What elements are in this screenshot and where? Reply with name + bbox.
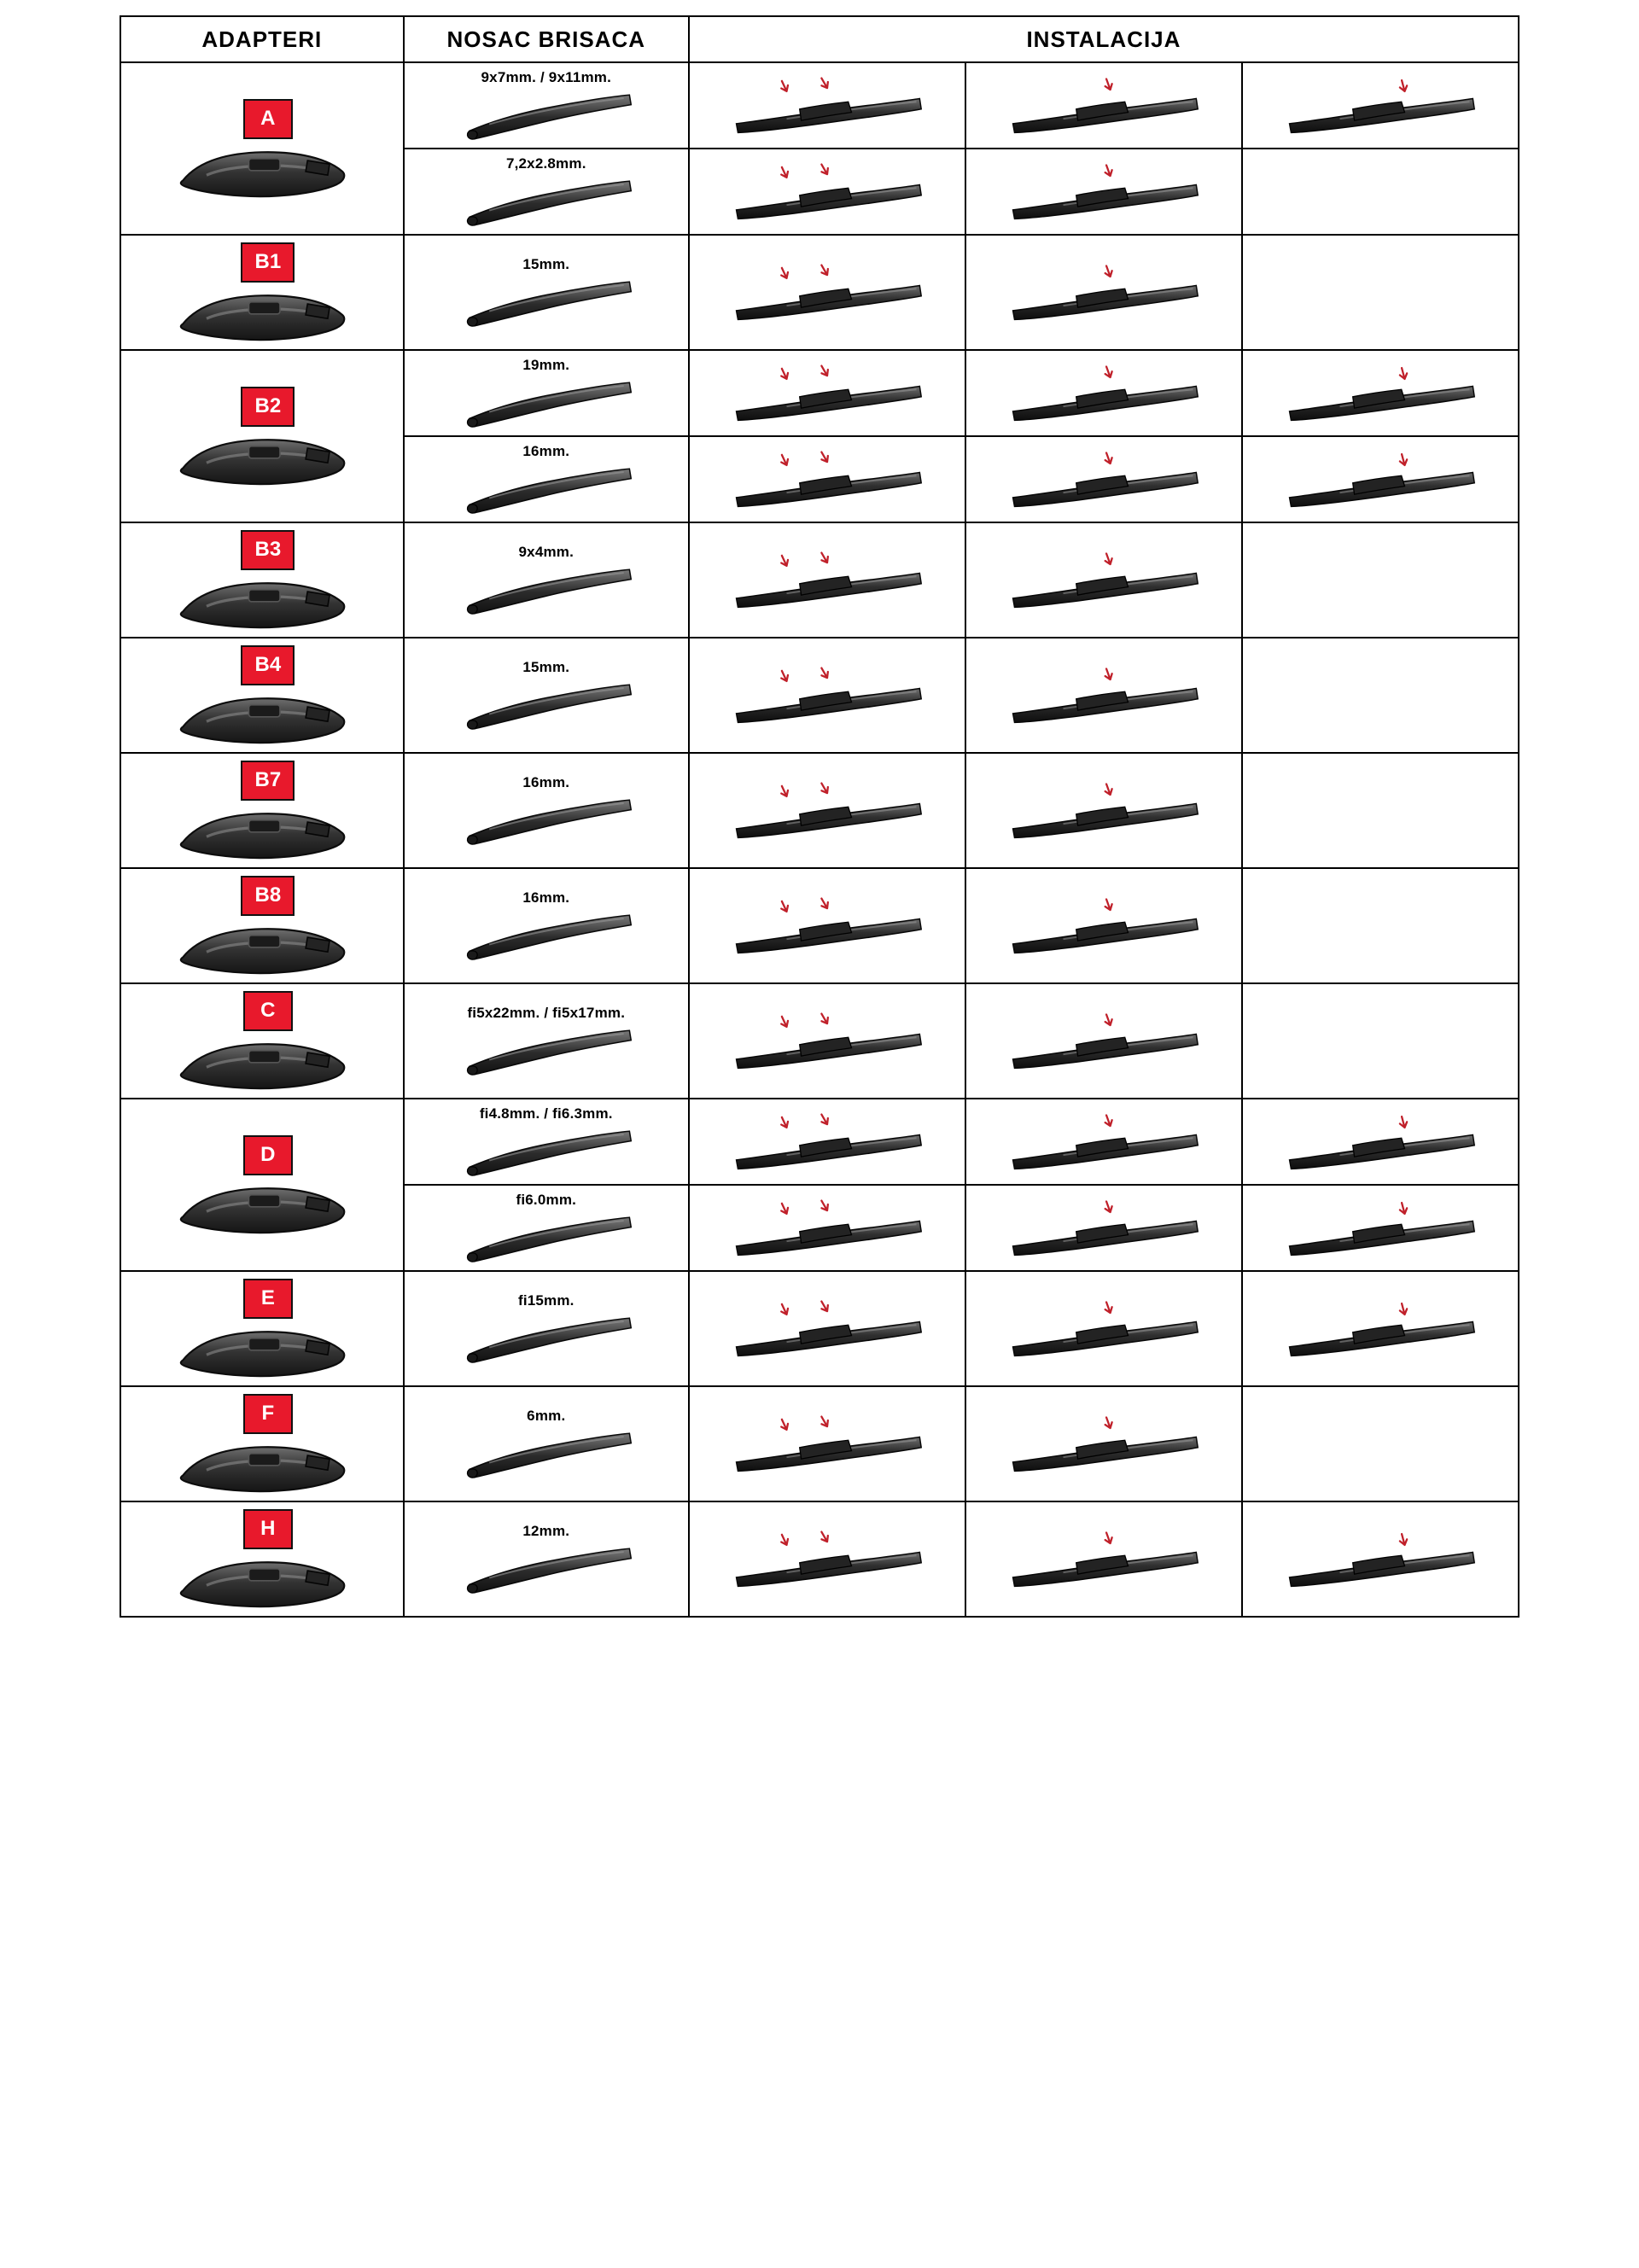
adapter-code-badge: D [243,1135,293,1175]
installation-image [690,663,965,728]
arrow-icon [1103,552,1114,565]
carrier-cell [404,350,689,436]
wiper-adapter-b3 [170,570,353,637]
wiper-adapter-f [170,1434,353,1501]
side-pin-arm-fi15-s1-9-0 [1006,1297,1201,1361]
installation-step-3-cell [1242,436,1519,522]
installation-step-2-cell [965,983,1242,1099]
adapter-cell-b4 [120,638,404,753]
carrier-image [405,1122,688,1184]
adapter-cell-b8 [120,868,404,983]
bayonet-arm-15b-s0-4-0 [730,663,924,728]
arrow-icon [779,79,790,93]
adapter-cell-b3 [120,522,404,638]
empty-cell [1242,868,1519,983]
bayonet-arm-15-s0-1-0 [730,260,924,325]
empty-cell [1242,638,1519,753]
round-pin-arm-60-s2-8-1 [1283,1196,1478,1261]
arrow-icon [819,1530,831,1543]
carrier-size-label: 15mm. [522,659,570,675]
hook-arm-9x7-0-0 [457,86,636,148]
side-lock-arm-19-s0-2-0 [730,361,924,426]
adapter-code-badge: A [243,99,293,139]
pin-arm-fi5-s0-7-0 [730,1009,924,1074]
arrow-icon [819,450,831,464]
installation-step-1-cell [689,1185,965,1271]
bayonet-arm-15-s1-1-0 [1006,260,1201,325]
adapter-cell-h [120,1501,404,1617]
arrow-icon [1103,1301,1114,1314]
adapter-code-badge: E [243,1279,293,1319]
carrier-size-label: fi5x22mm. / fi5x17mm. [467,1005,626,1021]
installation-step-3-cell [1242,350,1519,436]
adapter-code-badge: H [243,1509,293,1549]
installation-step-3-cell [1242,1185,1519,1271]
arrow-icon [819,1112,831,1126]
arrow-icon [779,1533,790,1547]
side-lock-arm-19-2-0 [457,374,636,435]
installation-image [690,1297,965,1361]
adapter-cell-e [120,1271,404,1386]
installation-image [966,1297,1241,1361]
slim-arm-12-11-0 [457,1540,636,1601]
installation-step-1-cell [689,436,965,522]
side-lock-arm-16-s1-2-1 [1006,447,1201,512]
pin-arm-9x4-3-0 [457,561,636,622]
installation-image [966,160,1241,224]
adapter-image [121,139,403,206]
claw-arm-16-s0-6-0 [730,894,924,959]
arrow-icon [819,263,831,277]
installation-image [966,1412,1241,1477]
carrier-image [405,907,688,968]
carrier-size-label: 16mm. [522,443,570,459]
straight-arm-72x28-0-1 [457,172,636,234]
installation-step-3-cell [1242,1271,1519,1386]
carrier-size-label: 15mm. [522,256,570,272]
side-lock-arm-19-s1-2-0 [1006,361,1201,426]
side-lock-arm-16-s0-2-1 [730,447,924,512]
arrow-icon [1398,1532,1409,1545]
carrier-size-label: 16mm. [522,889,570,906]
table-row [120,753,1519,868]
table-header-row [120,16,1519,62]
table-row [120,1501,1519,1617]
wiper-adapter-b2 [170,427,353,493]
slim-arm-6-s0-10-0 [730,1412,924,1477]
installation-image [1243,361,1518,426]
slim-arm-6-10-0 [457,1425,636,1486]
adapter-cell-c [120,983,404,1099]
arrow-icon [1103,365,1114,378]
installation-image [690,260,965,325]
installation-step-1-cell [689,235,965,350]
straight-arm-72x28-s1-0-1 [1006,160,1201,224]
installation-image [1243,1527,1518,1592]
pin-arm-fi5-s1-7-0 [1006,1009,1201,1074]
bayonet-arm-15-1-0 [457,273,636,335]
carrier-cell [404,1185,689,1271]
carrier-cell [404,436,689,522]
arrow-icon [819,364,831,377]
adapter-cell-b7 [120,753,404,868]
installation-step-2-cell [965,868,1242,983]
bayonet-arm-15b-s1-4-0 [1006,663,1201,728]
carrier-size-label: 9x4mm. [518,544,575,560]
installation-step-3-cell [1242,1501,1519,1617]
installation-step-1-cell [689,1271,965,1386]
installation-step-1-cell [689,1386,965,1501]
adapter-image [121,1175,403,1242]
table-row [120,522,1519,638]
carrier-cell [404,62,689,149]
table-row [120,62,1519,149]
carrier-size-label: 16mm. [522,774,570,790]
installation-image [690,73,965,138]
arrow-icon [779,784,790,798]
carrier-image [405,1022,688,1083]
slim-arm-12-s1-11-0 [1006,1527,1201,1592]
adapter-image [121,427,403,493]
adapter-cell-b1 [120,235,404,350]
adapter-image [121,801,403,867]
adapter-image [121,283,403,349]
round-pin-arm-60-s0-8-1 [730,1196,924,1261]
bayonet-arm-15b-4-0 [457,676,636,738]
arrow-icon [779,367,790,381]
arrow-icon [779,1303,790,1316]
carrier-cell [404,638,689,753]
arrow-icon [779,266,790,280]
installation-step-2-cell [965,638,1242,753]
installation-step-2-cell [965,149,1242,235]
wiper-adapter-b7 [170,801,353,867]
top-lock-arm-16-s1-5-0 [1006,778,1201,843]
installation-step-3-cell [1242,1099,1519,1185]
installation-image [690,1196,965,1261]
installation-step-1-cell [689,638,965,753]
installation-image [690,548,965,613]
installation-image [1243,73,1518,138]
adapter-image [121,685,403,752]
installation-step-2-cell [965,350,1242,436]
table-row [120,235,1519,350]
hook-arm-9x7-s1-0-0 [1006,73,1201,138]
arrow-icon [779,554,790,568]
adapter-image [121,916,403,982]
arrow-icon [1103,1114,1114,1127]
installation-image [966,1527,1241,1592]
claw-arm-16-s1-6-0 [1006,894,1201,959]
installation-image [1243,447,1518,512]
installation-step-2-cell [965,1099,1242,1185]
table-row [120,1386,1519,1501]
arrow-icon [819,551,831,564]
installation-image [1243,1110,1518,1175]
adapter-cell-b2 [120,350,404,522]
adapter-code-badge: C [243,991,293,1031]
carrier-cell [404,149,689,235]
carrier-size-label: fi4.8mm. / fi6.3mm. [479,1105,613,1122]
carrier-cell [404,522,689,638]
carrier-cell [404,868,689,983]
round-pin-arm-48-s0-8-0 [730,1110,924,1175]
installation-image [690,778,965,843]
adapter-image [121,1319,403,1385]
carrier-size-label: fi15mm. [517,1292,575,1309]
arrow-icon [819,1198,831,1212]
table-row [120,983,1519,1099]
round-pin-arm-60-8-1 [457,1209,636,1270]
arrow-icon [779,1015,790,1029]
empty-cell [1242,753,1519,868]
installation-image [966,663,1241,728]
side-lock-arm-16-s2-2-1 [1283,447,1478,512]
arrow-icon [1103,1416,1114,1429]
carrier-image [405,1425,688,1486]
adapter-cell-f [120,1386,404,1501]
arrow-icon [1398,452,1409,465]
installation-step-2-cell [965,1271,1242,1386]
installation-step-1-cell [689,149,965,235]
installation-step-3-cell [1242,62,1519,149]
installation-image [966,1196,1241,1261]
carrier-size-label: 19mm. [522,357,570,373]
installation-image [690,160,965,224]
table-row [120,350,1519,436]
arrow-icon [779,166,790,179]
carrier-cell [404,1386,689,1501]
carrier-size-label: 12mm. [522,1523,570,1539]
arrow-icon [779,669,790,683]
side-pin-arm-fi15-9-0 [457,1309,636,1371]
installation-image [966,361,1241,426]
adapter-code-badge: B2 [241,387,295,427]
arrow-icon [1398,1115,1409,1128]
installation-image [690,894,965,959]
installation-step-1-cell [689,868,965,983]
carrier-image [405,86,688,148]
installation-image [690,447,965,512]
carrier-cell [404,1501,689,1617]
installation-image [690,1110,965,1175]
carrier-image [405,273,688,335]
carrier-image [405,1540,688,1601]
adapter-compatibility-sheet [120,15,1519,2243]
round-pin-arm-48-s2-8-0 [1283,1110,1478,1175]
arrow-icon [819,1414,831,1428]
adapter-image [121,570,403,637]
arrow-icon [1103,783,1114,796]
installation-step-1-cell [689,1099,965,1185]
slim-arm-6-s1-10-0 [1006,1412,1201,1477]
adapter-cell-d [120,1099,404,1271]
carrier-image [405,561,688,622]
pin-arm-9x4-s0-3-0 [730,548,924,613]
adapter-code-badge: B3 [241,530,295,570]
installation-image [966,894,1241,959]
adapter-code-badge: B1 [241,242,295,283]
installation-step-2-cell [965,436,1242,522]
carrier-image [405,1209,688,1270]
arrow-icon [1103,265,1114,277]
carrier-cell [404,983,689,1099]
empty-cell [1242,1386,1519,1501]
table-body [120,62,1519,1617]
header-adapters: ADAPTERI [120,16,404,62]
arrow-icon [1103,1531,1114,1544]
arrow-icon [819,1012,831,1025]
installation-image [966,1009,1241,1074]
adapter-code-badge: F [243,1394,293,1434]
wiper-adapter-e [170,1319,353,1385]
top-lock-arm-16-s0-5-0 [730,778,924,843]
arrow-icon [819,666,831,679]
wiper-adapter-c [170,1031,353,1098]
carrier-image [405,676,688,738]
carrier-image [405,172,688,234]
carrier-size-label: 9x7mm. / 9x11mm. [481,69,612,85]
carrier-size-label: 7,2x2.8mm. [505,155,586,172]
wiper-adapter-b8 [170,916,353,982]
adapter-cell-a [120,62,404,235]
round-pin-arm-48-s1-8-0 [1006,1110,1201,1175]
installation-image [966,1110,1241,1175]
carrier-size-label: fi6.0mm. [516,1192,577,1208]
installation-image [690,361,965,426]
carrier-image [405,1309,688,1371]
header-carriers: NOSAC BRISACA [404,16,689,62]
installation-step-1-cell [689,1501,965,1617]
side-lock-arm-16-2-1 [457,460,636,522]
installation-image [966,447,1241,512]
installation-image [966,260,1241,325]
table-row [120,868,1519,983]
slim-arm-12-s2-11-0 [1283,1527,1478,1592]
adapter-image [121,1549,403,1616]
empty-cell [1242,235,1519,350]
hook-arm-9x7-s0-0-0 [730,73,924,138]
installation-step-1-cell [689,753,965,868]
adapter-image [121,1031,403,1098]
installation-image [690,1009,965,1074]
carrier-image [405,374,688,435]
empty-cell [1242,149,1519,235]
installation-step-1-cell [689,62,965,149]
adapter-code-badge: B8 [241,876,295,916]
arrow-icon [779,453,790,467]
arrow-icon [779,1116,790,1129]
arrow-icon [1103,1200,1114,1213]
installation-step-2-cell [965,235,1242,350]
arrow-icon [1398,1302,1409,1315]
hook-arm-9x7-s2-0-0 [1283,73,1478,138]
arrow-icon [819,781,831,795]
arrow-icon [1103,668,1114,680]
installation-step-1-cell [689,522,965,638]
arrow-icon [819,76,831,90]
round-pin-arm-48-8-0 [457,1122,636,1184]
header-installation: INSTALACIJA [689,16,1519,62]
adapter-code-badge: B4 [241,645,295,685]
pin-arm-9x4-s1-3-0 [1006,548,1201,613]
installation-step-2-cell [965,753,1242,868]
wiper-adapter-a [170,139,353,206]
carrier-image [405,791,688,853]
pin-arm-fi5-7-0 [457,1022,636,1083]
arrow-icon [1103,164,1114,177]
arrow-icon [819,162,831,176]
carrier-cell [404,1099,689,1185]
round-pin-arm-60-s1-8-1 [1006,1196,1201,1261]
installation-image [1243,1196,1518,1261]
arrow-icon [779,1202,790,1216]
installation-image [966,73,1241,138]
arrow-icon [1103,78,1114,90]
adapter-table [120,15,1519,1618]
installation-image [690,1527,965,1592]
adapter-image [121,1434,403,1501]
side-lock-arm-19-s2-2-0 [1283,361,1478,426]
arrow-icon [1398,79,1409,91]
carrier-cell [404,753,689,868]
claw-arm-16-6-0 [457,907,636,968]
installation-step-1-cell [689,350,965,436]
straight-arm-72x28-s0-0-1 [730,160,924,224]
side-pin-arm-fi15-s0-9-0 [730,1297,924,1361]
wiper-adapter-h [170,1549,353,1616]
adapter-code-badge: B7 [241,761,295,801]
wiper-adapter-b4 [170,685,353,752]
installation-step-2-cell [965,1501,1242,1617]
slim-arm-12-s0-11-0 [730,1527,924,1592]
empty-cell [1242,983,1519,1099]
side-pin-arm-fi15-s2-9-0 [1283,1297,1478,1361]
arrow-icon [819,1299,831,1313]
arrow-icon [1103,452,1114,464]
installation-step-2-cell [965,522,1242,638]
installation-step-2-cell [965,1185,1242,1271]
arrow-icon [819,896,831,910]
arrow-icon [1398,1201,1409,1214]
empty-cell [1242,522,1519,638]
carrier-size-label: 6mm. [527,1408,566,1424]
arrow-icon [779,1418,790,1431]
installation-image [690,1412,965,1477]
arrow-icon [1103,898,1114,911]
installation-step-1-cell [689,983,965,1099]
carrier-cell [404,1271,689,1386]
wiper-adapter-b1 [170,283,353,349]
installation-image [1243,1297,1518,1361]
arrow-icon [1103,1013,1114,1026]
table-row [120,638,1519,753]
carrier-image [405,460,688,522]
wiper-adapter-d [170,1175,353,1242]
installation-image [966,778,1241,843]
top-lock-arm-16-5-0 [457,791,636,853]
table-row [120,1099,1519,1185]
table-row [120,1271,1519,1386]
carrier-cell [404,235,689,350]
installation-image [966,548,1241,613]
arrow-icon [779,900,790,913]
installation-step-2-cell [965,62,1242,149]
installation-step-2-cell [965,1386,1242,1501]
arrow-icon [1398,366,1409,379]
